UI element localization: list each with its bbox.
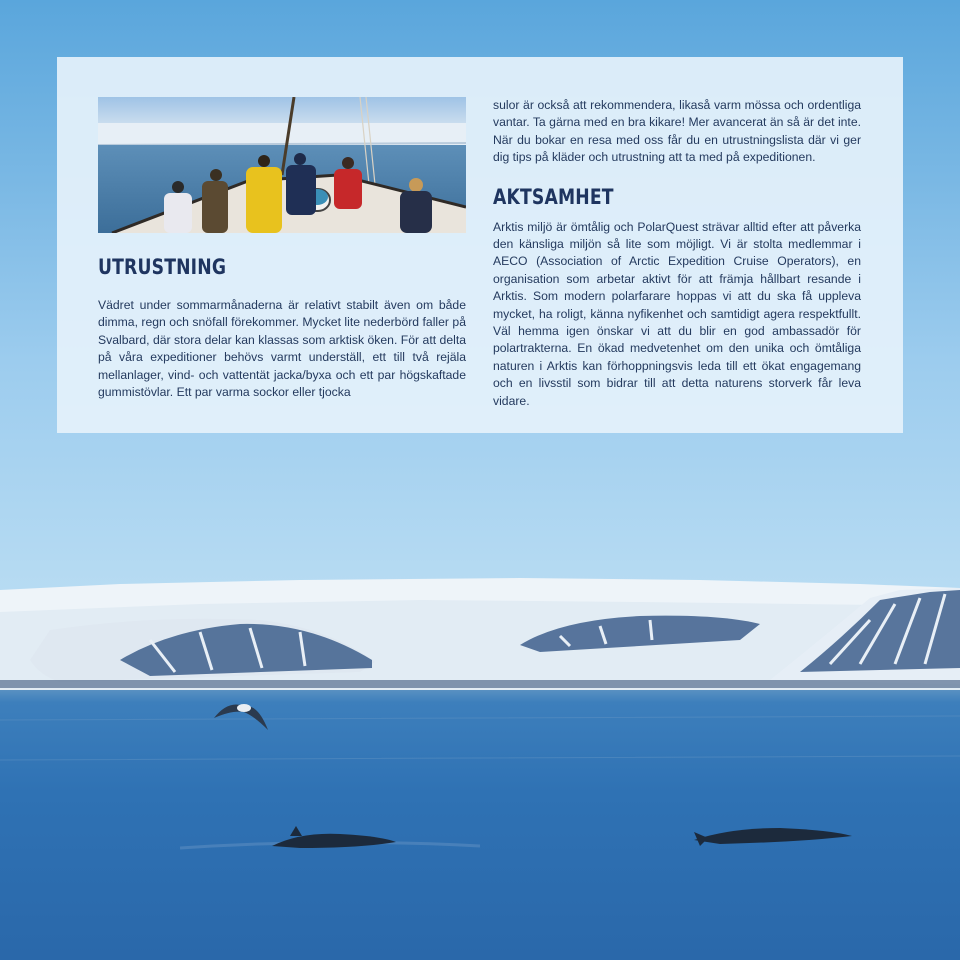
aktsamhet-heading: AKTSAMHET bbox=[493, 184, 614, 209]
glacier-wall bbox=[98, 123, 466, 145]
utrustning-heading: UTRUSTNING bbox=[98, 255, 227, 279]
whale-left-icon bbox=[272, 826, 396, 848]
aktsamhet-body: Arktis miljö är ömtålig och PolarQuest strävar alltid efter att påverka den känsliga miljön så lite som möjligt. Vi är stolta medlemmar i AECO (Association of Arctic Expedition Cruise Operators), en organisation som arbetar aktivt för att främja hållbart resande i Arktis. Som modern polarfarare hoppas vi att du ska få uppleva mycket, ha roligt, känna nyfikenhet och samtidigt agera respektfullt. Väl hemma igen önskar vi att du blir en god ambassadör för polartrakterna. En ökad medvetenhet om den unika och ömtåliga naturen i Arktis kan förhoppningsvis leda till ett ökat engagemang och en livsstil som bidrar till att detta naturens storverk får leva vidare. bbox=[493, 219, 861, 408]
whale-right-icon bbox=[694, 828, 852, 846]
utrustning-body: Vädret under sommarmånaderna är relativt stabilt även om både dimma, regn och snöfall förekommer. Mycket lite nederbörd faller på Svalbard, där stora delar kan klassas som arktisk öken. För att delta på våra expeditioner behövs varmt underställ, ett till två rejäla mellanlager, vind- och vattentät jacka/byxa och ett par högskaftade gummistövlar. Ett par varma sockor eller tjocka bbox=[98, 298, 466, 400]
utrustning-section bbox=[98, 255, 466, 401]
seabird-icon bbox=[214, 704, 268, 730]
ship-bow-photo bbox=[98, 97, 466, 233]
shoreline bbox=[0, 680, 960, 688]
aktsamhet-section bbox=[493, 97, 861, 410]
utrustning-continued: sulor är också att rekommendera, likaså varm mössa och ordentliga vantar. Ta gärna med en bra kikare! Mer avancerat än så är det inte. När du bokar en resa med oss får du en utrustningslista där vi ger dig tips på kläder och utrustning att ta med på expeditionen. bbox=[493, 98, 861, 165]
